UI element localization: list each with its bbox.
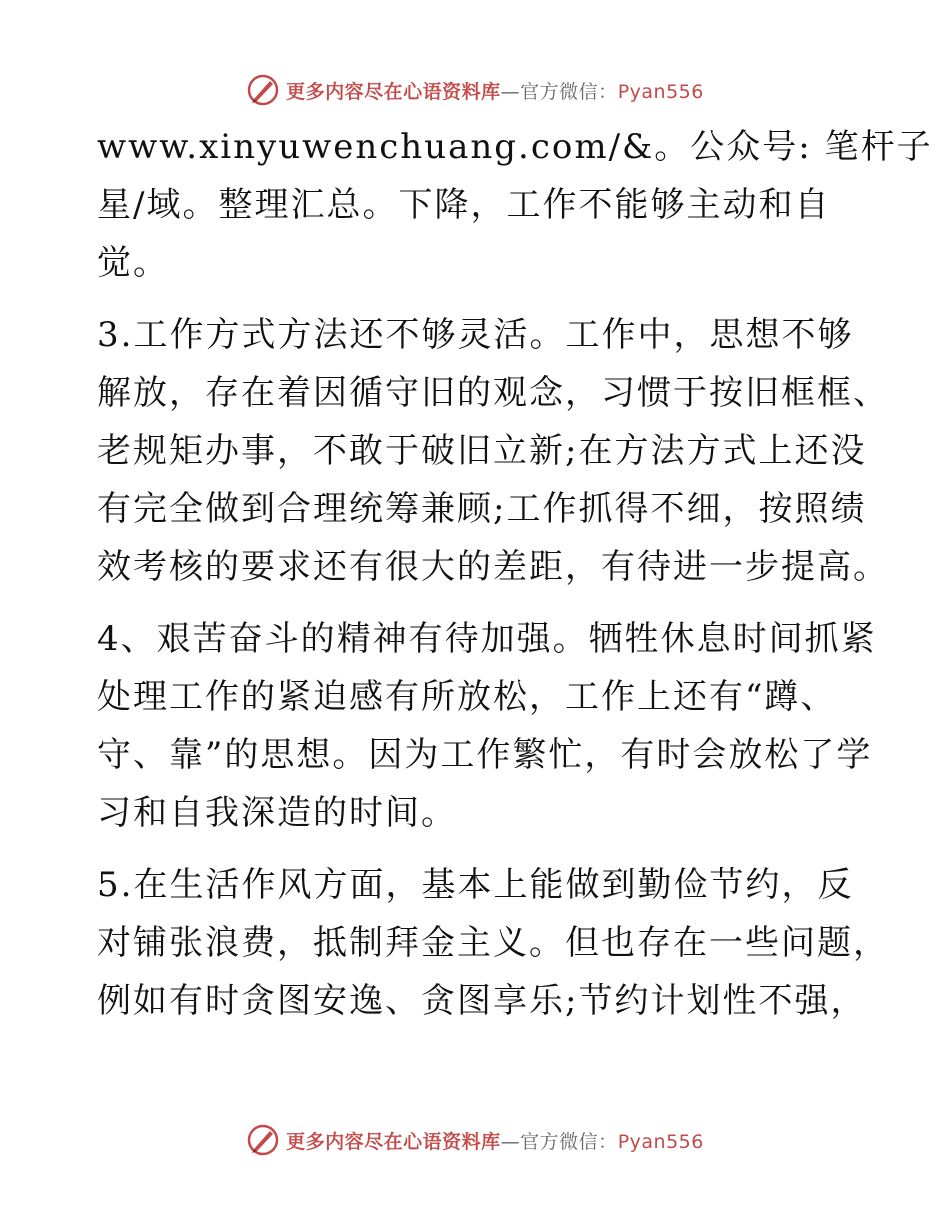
paragraph-1 xyxy=(97,118,933,292)
text-line: 解放，存在着因循守旧的观念，习惯于按旧框框、 xyxy=(97,373,889,413)
quill-pen-logo-icon xyxy=(246,1123,280,1157)
text-line: 守、靠”的思想。因为工作繁忙，有时会放松了学 xyxy=(97,735,873,775)
text-line: 对铺张浪费，抵制拜金主义。但也存在一些问题， xyxy=(97,923,889,963)
footer-banner xyxy=(0,1120,950,1160)
banner-wechat-id: Pyan556 xyxy=(617,1130,704,1153)
quill-pen-logo-icon xyxy=(246,73,280,107)
paragraph-3 xyxy=(97,610,877,842)
document-body xyxy=(97,118,933,1030)
banner-site: 更多内容尽在心语资料库 xyxy=(286,80,501,103)
text-line: 老规矩办事，不敢于破旧立新;在方法方式上还没 xyxy=(97,431,867,471)
paragraph-4 xyxy=(97,856,889,1030)
text-line: 星/域。整理汇总。下降，工作不能够主动和自 xyxy=(97,185,831,225)
text-line: 觉。 xyxy=(97,243,169,283)
banner-text xyxy=(286,77,704,104)
text-line: 3.工作方式方法还不够灵活。工作中，思想不够 xyxy=(97,315,854,355)
header-banner xyxy=(0,70,950,110)
banner-site: 更多内容尽在心语资料库 xyxy=(286,1130,501,1153)
text-line: www.xinyuwenchuang.com/&。公众号: 笔杆子 xyxy=(97,127,933,167)
text-line: 例如有时贪图安逸、贪图享乐;节约计划性不强， xyxy=(97,981,867,1021)
text-line: 5.在生活作风方面，基本上能做到勤俭节约，反 xyxy=(97,865,854,905)
banner-wechat-label: 官方微信： xyxy=(520,1130,618,1153)
banner-dash: — xyxy=(500,80,521,103)
text-line: 处理工作的紧迫感有所放松，工作上还有“蹲、 xyxy=(97,677,837,717)
banner-text xyxy=(286,1127,704,1154)
text-line: 效考核的要求还有很大的差距，有待进一步提高。 xyxy=(97,547,889,587)
banner-wechat-label: 官方微信： xyxy=(520,80,618,103)
banner-wechat-id: Pyan556 xyxy=(617,80,704,103)
text-line: 习和自我深造的时间。 xyxy=(97,793,457,833)
banner-dash: — xyxy=(500,1130,521,1153)
text-line: 4、艰苦奋斗的精神有待加强。牺牲休息时间抓紧 xyxy=(97,619,877,659)
text-line: 有完全做到合理统筹兼顾;工作抓得不细，按照绩 xyxy=(97,489,867,529)
paragraph-2 xyxy=(97,306,889,596)
